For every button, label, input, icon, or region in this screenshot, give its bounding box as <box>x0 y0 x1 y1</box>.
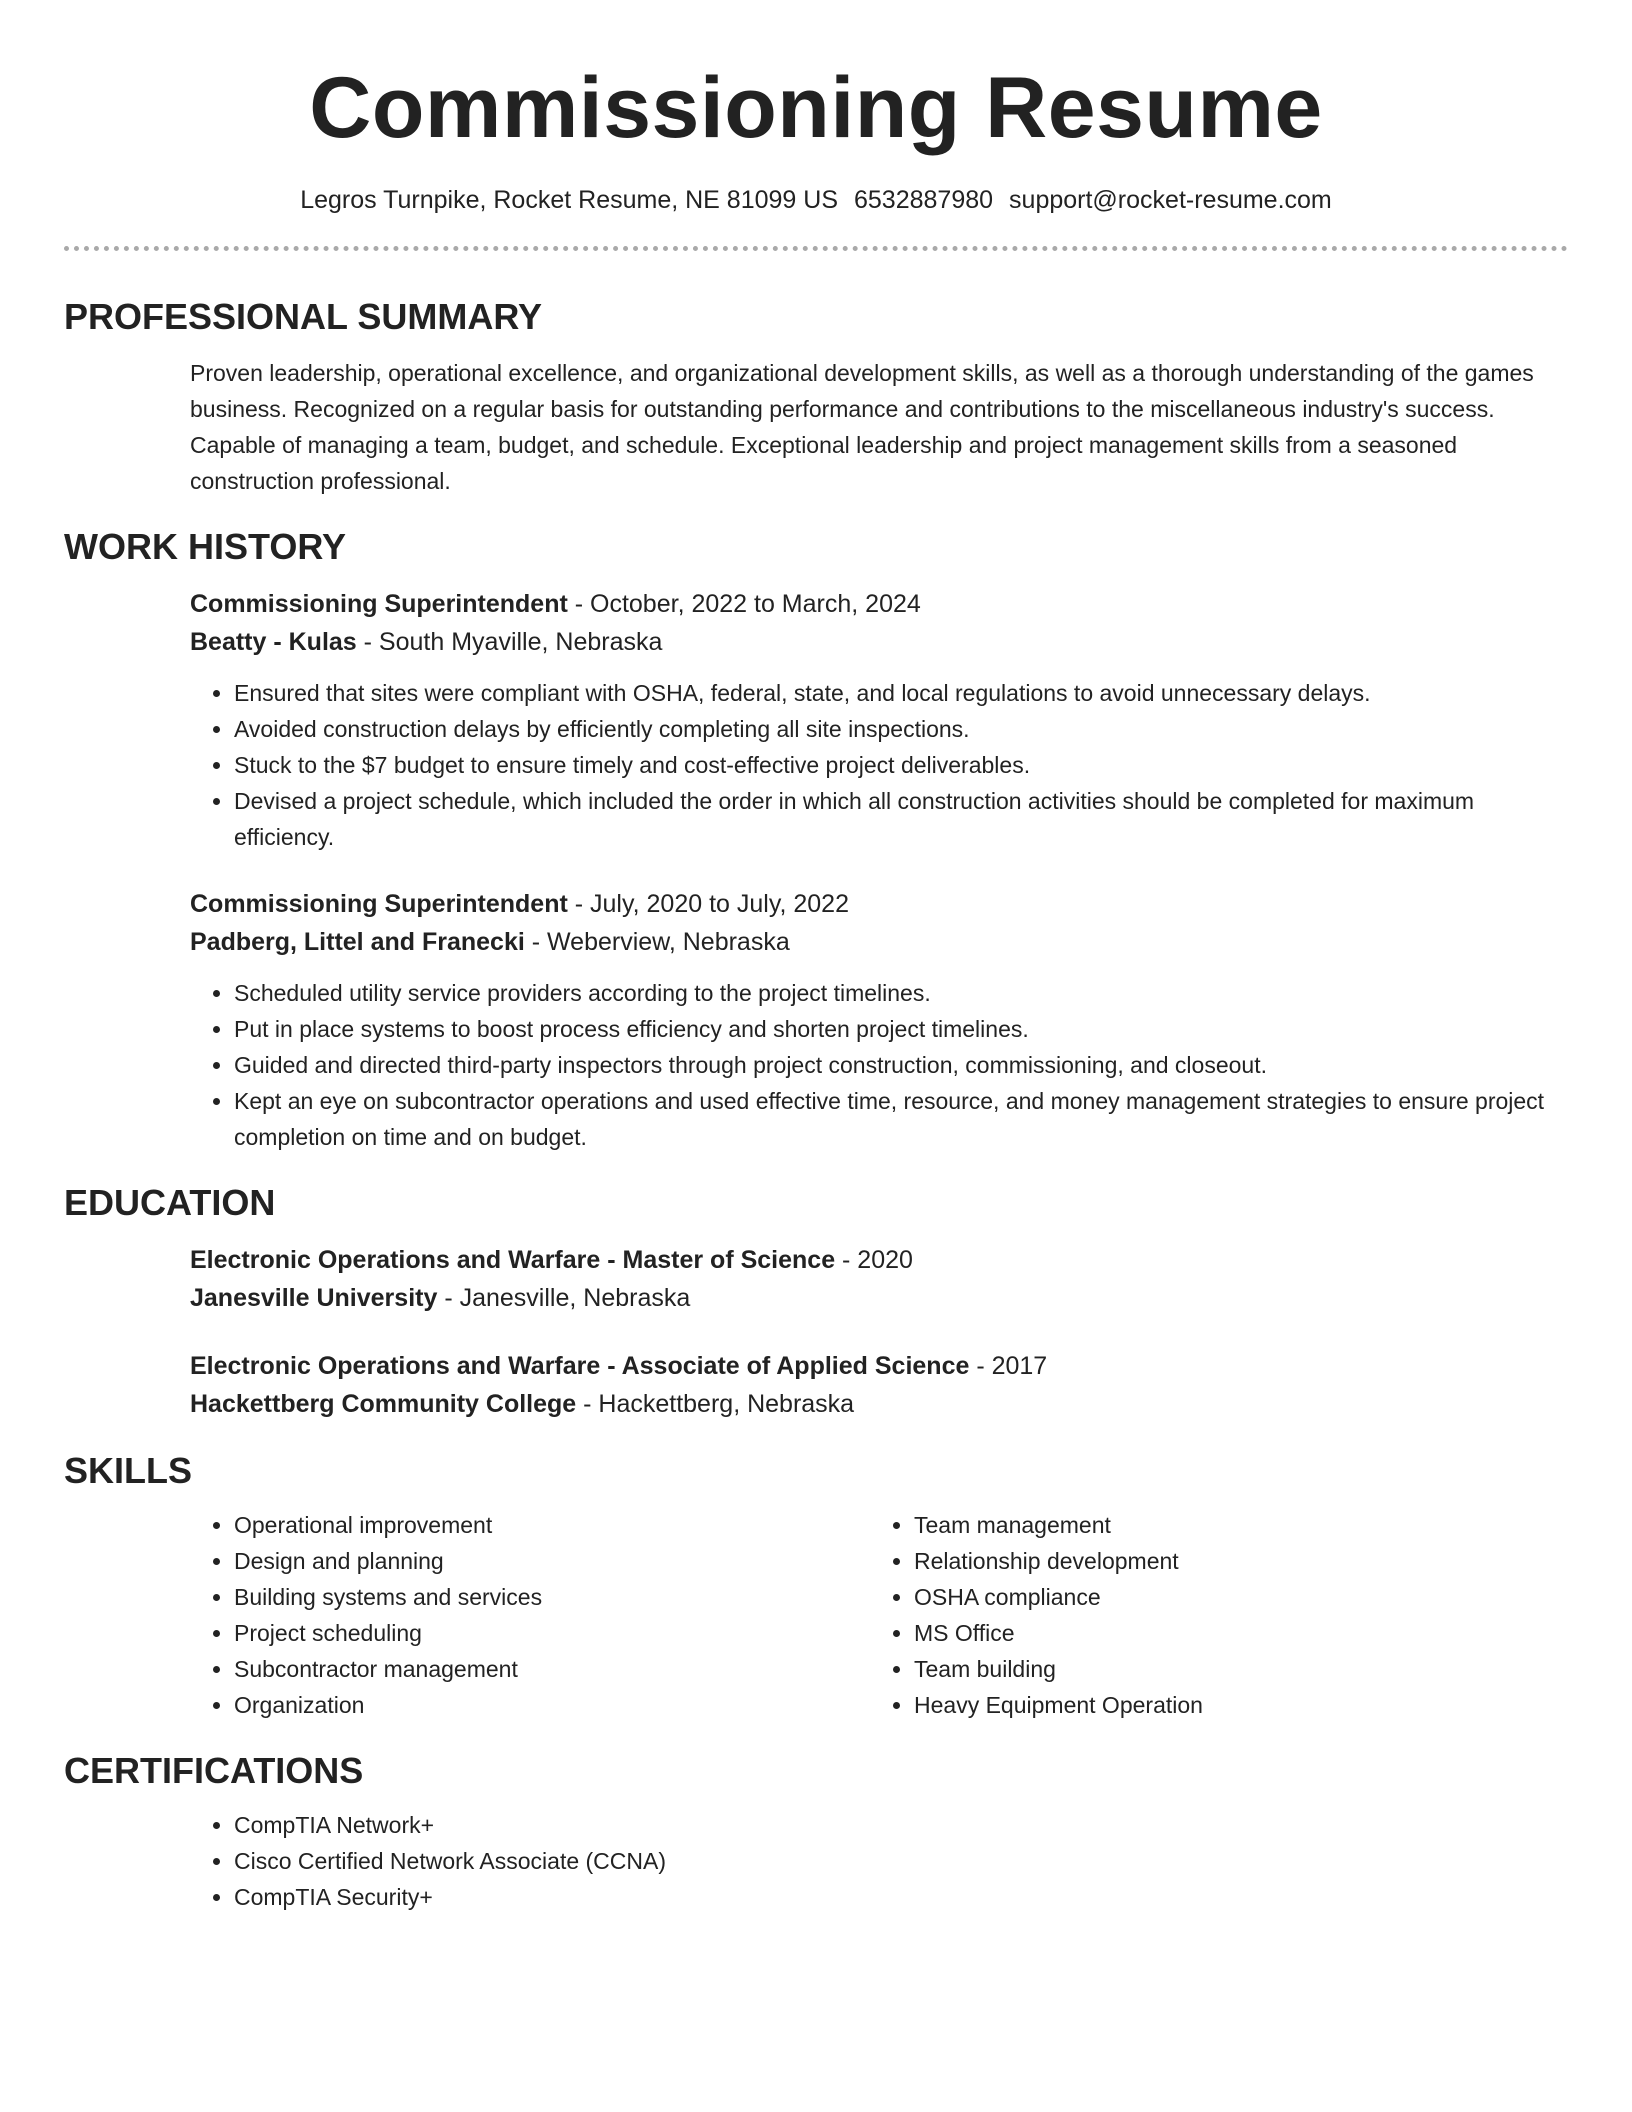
skills-columns <box>190 1507 1568 1723</box>
education-year: - 2020 <box>835 1246 913 1274</box>
list-item: • Relationship development <box>914 1543 1203 1579</box>
list-item: • Put in place systems to boost process efficiency and shorten project timelines. <box>234 1011 1568 1047</box>
list-item: • CompTIA Security+ <box>234 1879 1568 1915</box>
skills-section <box>64 1449 1568 1723</box>
education-school-line <box>190 1385 1568 1423</box>
job-entry <box>190 585 1568 855</box>
summary-section <box>64 295 1568 499</box>
job-location: - South Myaville, Nebraska <box>356 628 663 656</box>
job-title: Commissioning Superintendent <box>190 590 568 618</box>
education-school-line <box>190 1279 1568 1317</box>
job-dates: - October, 2022 to March, 2024 <box>567 590 921 618</box>
education-degree: Electronic Operations and Warfare - Associate of Applied Science <box>190 1352 970 1380</box>
section-heading-education: EDUCATION <box>64 1182 276 1223</box>
section-heading-skills: SKILLS <box>64 1450 193 1491</box>
job-company: Padberg, Littel and Franecki <box>190 928 525 956</box>
list-item: • Operational improvement <box>234 1507 870 1543</box>
certifications-section <box>64 1749 1568 1915</box>
section-heading-summary: PROFESSIONAL SUMMARY <box>64 296 543 337</box>
education-entry <box>190 1347 1568 1423</box>
job-company-line <box>190 623 1568 661</box>
list-item: • Kept an eye on subcontractor operations and used effective time, resource, and money management strategies to ensure project completion on time and on budget. <box>234 1083 1568 1155</box>
work-history-section <box>64 525 1568 1155</box>
header-divider <box>64 246 1568 251</box>
education-degree-line <box>190 1347 1568 1385</box>
list-item: • CompTIA Network+ <box>234 1807 1568 1843</box>
list-item: • Team building <box>914 1651 1203 1687</box>
list-item: • Subcontractor management <box>234 1651 870 1687</box>
contact-line <box>64 184 1568 216</box>
list-item: • Stuck to the $7 budget to ensure timely and cost-effective project deliverables. <box>234 747 1568 783</box>
education-year: - 2017 <box>969 1352 1048 1380</box>
job-company: Beatty - Kulas <box>190 628 357 656</box>
education-school: Hackettberg Community College <box>190 1390 577 1418</box>
education-location: - Janesville, Nebraska <box>437 1284 691 1312</box>
education-degree: Electronic Operations and Warfare - Master of Science <box>190 1246 836 1274</box>
job-bullets <box>190 975 1568 1155</box>
education-degree-line <box>190 1241 1568 1279</box>
education-location: - Hackettberg, Nebraska <box>576 1390 855 1418</box>
education-section <box>64 1181 1568 1423</box>
resume-page <box>64 0 1568 1915</box>
section-heading-work-history: WORK HISTORY <box>64 526 347 567</box>
skills-column-right <box>870 1507 1203 1723</box>
job-title: Commissioning Superintendent <box>190 890 568 918</box>
list-item: • Team management <box>914 1507 1203 1543</box>
job-title-line <box>190 585 1568 623</box>
list-item: • Ensured that sites were compliant with OSHA, federal, state, and local regulations to avoid unnecessary delays. <box>234 675 1568 711</box>
job-location: - Weberview, Nebraska <box>524 928 790 956</box>
job-title-line <box>190 885 1568 923</box>
list-item: • OSHA compliance <box>914 1579 1203 1615</box>
contact-address: Legros Turnpike, Rocket Resume, NE 81099 US <box>300 186 838 214</box>
list-item: • Building systems and services <box>234 1579 870 1615</box>
list-item: • Organization <box>234 1687 870 1723</box>
list-item: • Heavy Equipment Operation <box>914 1687 1203 1723</box>
list-item: • MS Office <box>914 1615 1203 1651</box>
summary-text: Proven leadership, operational excellence, and organizational development skills, as well as a thorough understanding of the games business. Recognized on a regular basis for outstanding performance and contributions to the miscellaneous industry's success. Capable of managing a team, budget, and schedule. Exceptional leadership and project management skills from a seasoned construction professional. <box>190 360 1534 494</box>
skills-column-left <box>190 1507 870 1723</box>
education-entry <box>190 1241 1568 1317</box>
job-dates: - July, 2020 to July, 2022 <box>567 890 849 918</box>
list-item: • Project scheduling <box>234 1615 870 1651</box>
list-item: • Avoided construction delays by efficiently completing all site inspections. <box>234 711 1568 747</box>
list-item: • Cisco Certified Network Associate (CCNA) <box>234 1843 1568 1879</box>
job-entry <box>190 885 1568 1155</box>
resume-title: Commissioning Resume <box>309 60 1323 156</box>
job-company-line <box>190 923 1568 961</box>
section-heading-certifications: CERTIFICATIONS <box>64 1750 364 1791</box>
list-item: • Devised a project schedule, which included the order in which all construction activities should be completed for maximum efficiency. <box>234 783 1568 855</box>
list-item: • Guided and directed third-party inspectors through project construction, commissioning, and closeout. <box>234 1047 1568 1083</box>
skills-list-right <box>870 1507 1203 1723</box>
skills-list-left <box>190 1507 870 1723</box>
contact-phone: 6532887980 <box>854 186 994 214</box>
job-bullets <box>190 675 1568 855</box>
certifications-list <box>190 1807 1568 1915</box>
education-school: Janesville University <box>190 1284 438 1312</box>
list-item: • Scheduled utility service providers according to the project timelines. <box>234 975 1568 1011</box>
contact-email: support@rocket-resume.com <box>1009 186 1332 214</box>
list-item: • Design and planning <box>234 1543 870 1579</box>
